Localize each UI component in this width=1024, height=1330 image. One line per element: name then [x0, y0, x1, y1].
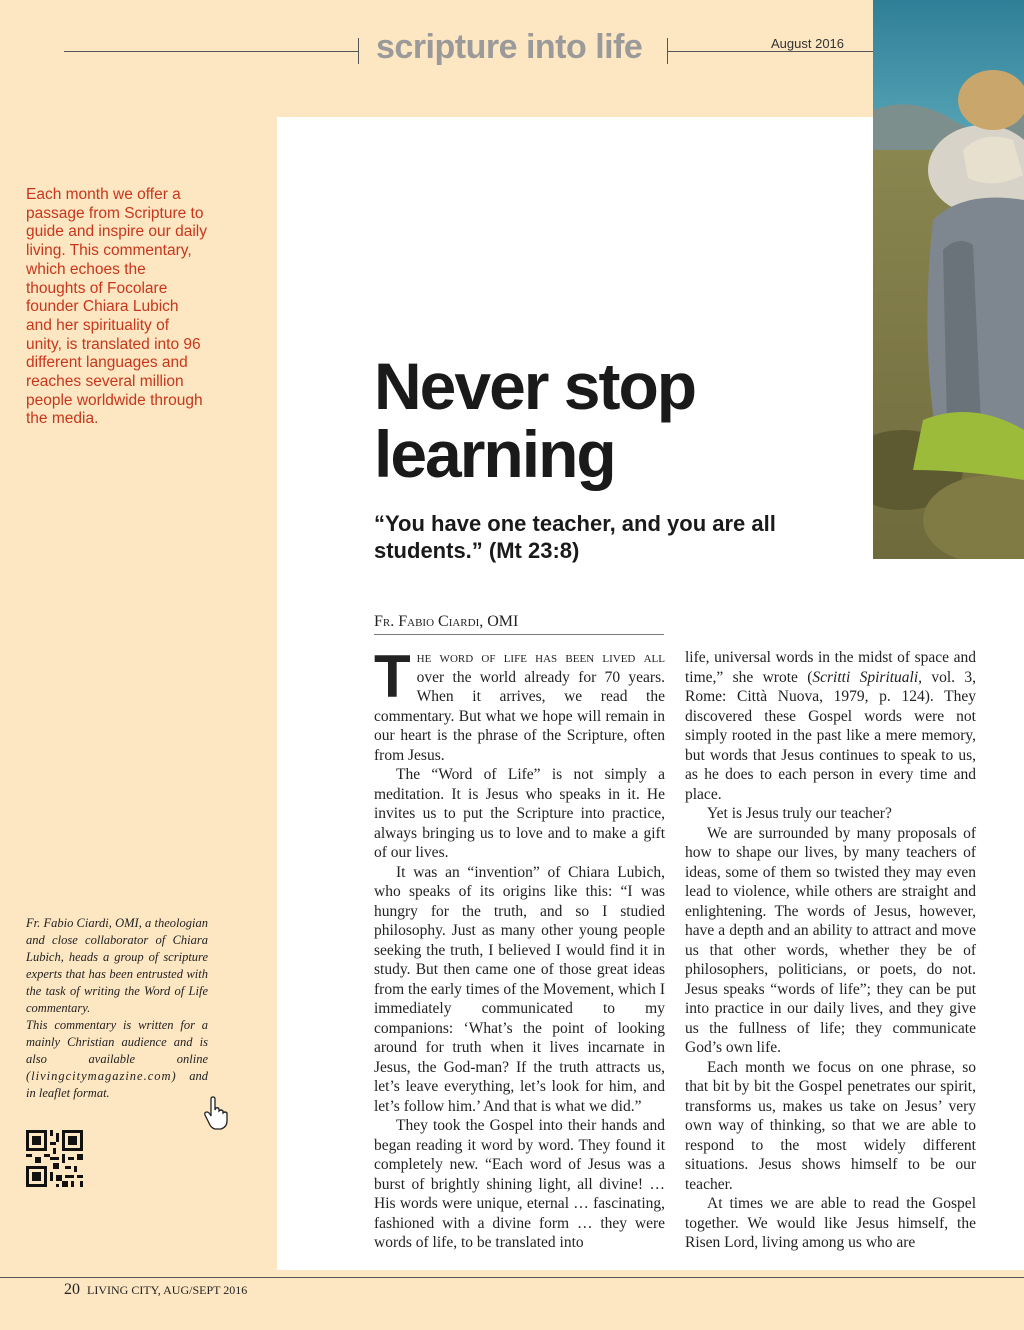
lead-in: he word of life has been lived all	[416, 649, 665, 666]
footer	[64, 1281, 247, 1299]
paragraph: It was an “invention” of Chiara Lubich, who speaks of its origins like this: “I was hungry for the truth, and so I studied philosophy. Just as many other young people seeking the truth, I believed I would find it in study. But then came one of those great ideas from the early times of the Movement, which I immediately communicated to my companions: ‘What’s the point of looking around for truth when it lives incarnate in Jesus, the God-man? If the truth attracts us, let’s leave everything, let’s look for him, and let’s follow him.’ And that is what we did.”	[374, 863, 665, 1115]
paragraph	[685, 648, 976, 804]
paragraph: Each month we focus on one phrase, so that bit by bit the Gospel penetrates our spirit, transforms us, makes us take on Jesus’ very own way of thinking, so that we are able to respond to the most widely different situations. Jesus shows himself to be our teacher.	[685, 1058, 976, 1193]
paragraph: They took the Gospel into their hands and began reading it word by word. They found it completely new. “Each word of Jesus was a burst of brightly shining light, all divine! … His words were unique, eternal … fascinating, fashioned with a divine form … they were words of life, to be translated into	[374, 1117, 665, 1251]
author-name: Fr. Fabio Ciardi	[374, 613, 480, 630]
paragraph: We are surrounded by many proposals of how to shape our lives, by many teachers of ideas, some of them so twisted they may even lead to violence, while others are straight and enlightening. The words of Jesus, however, have a depth and an ability to attract and move us that other words, whether they be of philosophers, politicians, or poets, do not. Jesus speaks “words of life”; they can be put into practice in our daily lives, and they give us the fullness of life; they communicate God’s own life.	[685, 824, 976, 1056]
byline	[374, 613, 664, 635]
paragraph: At times we are able to read the Gospel together. We would like Jesus himself, the Risen Lord, living among us who are	[685, 1195, 976, 1251]
paragraph: Yet is Jesus truly our teacher?	[707, 805, 892, 822]
page-number: 20	[64, 1281, 80, 1298]
author-suffix: , OMI	[479, 613, 519, 630]
website-link[interactable]: (livingcitymagazine.com)	[26, 1069, 177, 1083]
footer-rule	[0, 1277, 1024, 1278]
paragraph-text: over the world already for 70 years. When it arrives, we read the commentary. But what we hope will remain in our heart is the phrase of the Scripture, often from Jesus.	[374, 668, 665, 764]
section-title: scripture into life	[376, 28, 643, 66]
header-tick-left	[358, 38, 359, 64]
issue-date: August 2016	[771, 36, 845, 51]
availability-text: This commentary is written for a mainly Christian audience and is also available online	[26, 1018, 208, 1066]
paragraph	[374, 643, 665, 765]
paragraph-text: vol. 3, Rome: Città Nuova, 1979, p. 124). They discovered these Gospel words were not simply rooted in the past like a mere memory, but words that Jesus continues to speak to us, as he does to each person in every time and place.	[685, 668, 976, 803]
header-rule-left	[64, 51, 358, 52]
paragraph-text: life, universal words in the midst of space and time,” she wrote (	[685, 649, 976, 686]
citation: Scritti Spirituali,	[812, 668, 923, 686]
header-rule-right	[667, 51, 873, 52]
drop-cap: T	[374, 643, 411, 710]
author-bio	[26, 915, 208, 1102]
author-bio-text: Fr. Fabio Ciardi, OMI, a theologian and close collaborator of Chiara Lubich, heads a group of scripture experts that has been entrusted with the task of writing the Word of Life commentary.	[26, 916, 208, 1015]
hand-pointer-icon	[202, 1096, 232, 1130]
article-subtitle: “You have one teacher, and you are all students.” (Mt 23:8)	[374, 511, 776, 563]
article-title: Never stop learning	[374, 349, 696, 491]
intro-blurb: Each month we offer a passage from Scripture to guide and inspire our daily living. This commentary, which echoes the thoughts of Focolare founder Chiara Lubich and her spirituality of unity, is translated into 96 different languages and reaches several million people worldwide through the media.	[26, 186, 207, 428]
body-column-2	[685, 648, 976, 1253]
body-column-1	[374, 643, 665, 1253]
publication-name: LIVING CITY, AUG/SEPT 2016	[87, 1283, 248, 1297]
qr-code-icon[interactable]	[26, 1130, 83, 1187]
paragraph: The “Word of Life” is not simply a meditation. It is Jesus who speaks in it. He invites us to put the Scripture into practice, always bringing us to love and to make a gift of our lives.	[374, 766, 665, 861]
article-photo	[873, 0, 1024, 559]
leaflet-text: and in leaflet format.	[26, 1069, 208, 1100]
